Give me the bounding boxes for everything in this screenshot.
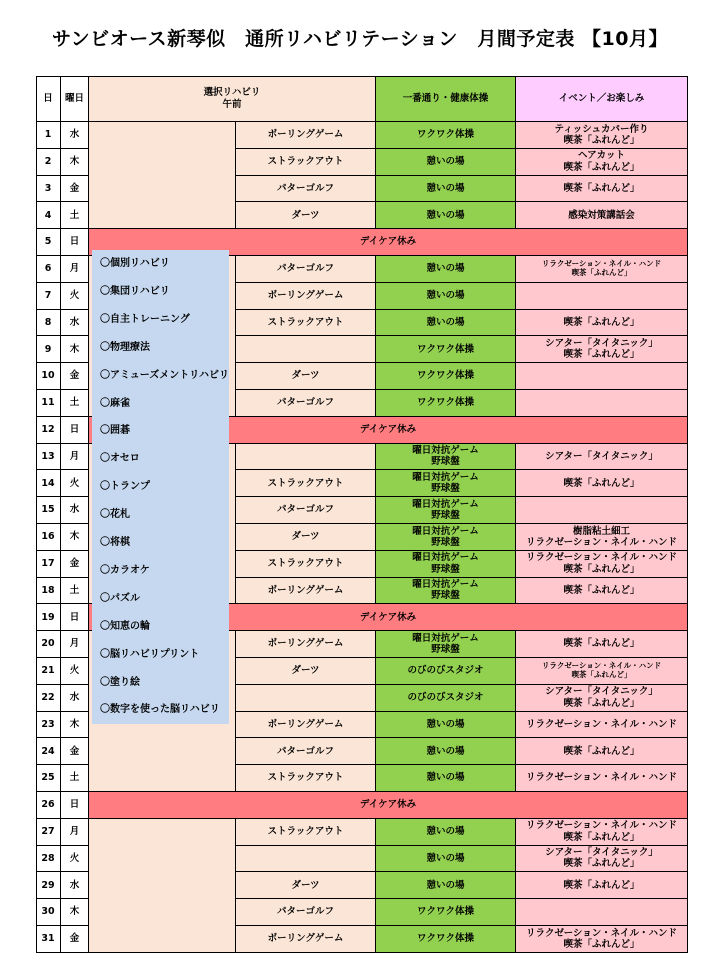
program-cell: 曜日対抗ゲーム 野球盤 [376,631,516,658]
event-cell: 喫茶「ふれんど」 [516,631,688,658]
event-cell: リラクゼーション・ネイル・ハンド 喫茶「ふれんど」 [516,658,688,685]
weekday: 金 [61,363,89,390]
weekday: 月 [61,631,89,658]
activity-cell: ボーリングゲーム [236,283,376,310]
program-cell: 曜日対抗ゲーム 野球盤 [376,551,516,578]
rehab-option: 〇トランプ [100,481,150,493]
weekday: 月 [61,256,89,283]
program-cell: 憩いの場 [376,738,516,765]
activity-cell: パターゴルフ [236,738,376,765]
weekday: 水 [61,122,89,149]
weekday: 日 [61,792,89,819]
activity-cell: ボーリングゲーム [236,578,376,605]
activity-cell: ダーツ [236,658,376,685]
program-cell: のびのびスタジオ [376,658,516,685]
day-number: 9 [36,336,61,363]
event-cell: リラクゼーション・ネイル・ハンド 喫茶「ふれんど」 [516,256,688,283]
weekday: 日 [61,417,89,444]
day-number: 27 [36,819,61,846]
event-cell: ヘアカット 喫茶「ふれんど」 [516,149,688,176]
activity-cell: ボーリングゲーム [236,926,376,953]
program-cell: ワクワク体操 [376,899,516,926]
program-cell: 憩いの場 [376,256,516,283]
rehab-options-panel [92,250,229,724]
rehab-option: 〇将棋 [100,537,130,548]
event-cell: シアター「タイタニック」 [516,444,688,471]
day-number: 31 [36,926,61,953]
day-number: 3 [36,176,61,203]
day-number: 1 [36,122,61,149]
event-cell: 喫茶「ふれんど」 [516,872,688,899]
day-number: 14 [36,470,61,497]
day-number: 24 [36,738,61,765]
event-cell: シアター「タイタニック」 喫茶「ふれんど」 [516,685,688,712]
rehab-option: 〇パズル [100,592,140,604]
weekday: 火 [61,846,89,873]
weekday: 木 [61,712,89,739]
weekday: 水 [61,872,89,899]
program-cell: 憩いの場 [376,176,516,203]
program-cell: のびのびスタジオ [376,685,516,712]
day-number: 17 [36,551,61,578]
rehab-option: 〇オセロ [100,453,140,465]
activity-cell: ダーツ [236,872,376,899]
day-number: 25 [36,765,61,792]
rehab-option: 〇集団リハビリ [100,285,170,297]
program-cell: 曜日対抗ゲーム 野球盤 [376,497,516,524]
day-number: 5 [36,229,61,256]
activity-cell: ダーツ [236,524,376,551]
activity-cell: パターゴルフ [236,256,376,283]
weekday: 金 [61,926,89,953]
closed-banner: デイケア休み [89,792,688,819]
day-number: 29 [36,872,61,899]
rehab-option: 〇知恵の輪 [100,620,150,632]
activity-cell: ストラックアウト [236,470,376,497]
weekday: 火 [61,283,89,310]
day-number: 2 [36,149,61,176]
weekday: 火 [61,470,89,497]
activity-cell: ストラックアウト [236,819,376,846]
program-cell: 曜日対抗ゲーム 野球盤 [376,578,516,605]
weekday: 水 [61,497,89,524]
rehab-option: 〇アミューズメントリハビリ [100,369,229,381]
event-cell: 感染対策講話会 [516,202,688,229]
event-cell: シアター「タイタニック」 喫茶「ふれんど」 [516,846,688,873]
rehab-option: 〇物理療法 [100,341,150,353]
program-cell: 憩いの場 [376,202,516,229]
rehab-option: 〇麻雀 [100,397,130,409]
day-number: 20 [36,631,61,658]
program-cell: ワクワク体操 [376,336,516,363]
closed-banner: デイケア休み [89,604,688,631]
day-number: 21 [36,658,61,685]
weekday: 木 [61,524,89,551]
activity-cell: パターゴルフ [236,497,376,524]
day-number: 11 [36,390,61,417]
day-number: 4 [36,202,61,229]
program-cell: 憩いの場 [376,819,516,846]
event-cell: 樹脂粘土細工 リラクゼーション・ネイル・ハンド [516,524,688,551]
weekday: 金 [61,738,89,765]
activity-cell: ストラックアウト [236,149,376,176]
rehab-option: 〇脳リハビリプリント [100,648,200,660]
rehab-option: 〇囲碁 [100,425,130,437]
weekday: 土 [61,578,89,605]
day-number: 23 [36,712,61,739]
event-cell: 喫茶「ふれんど」 [516,310,688,337]
activity-cell: ボーリングゲーム [236,122,376,149]
program-cell: 憩いの場 [376,149,516,176]
rehab-option: 〇自主トレーニング [100,313,190,325]
day-number: 7 [36,283,61,310]
activity-cell: ボーリングゲーム [236,631,376,658]
activity-cell: ダーツ [236,363,376,390]
program-cell: ワクワク体操 [376,122,516,149]
event-cell: リラクゼーション・ネイル・ハンド 喫茶「ふれんど」 [516,551,688,578]
header-day: 日 [36,76,61,122]
day-number: 6 [36,256,61,283]
day-number: 13 [36,444,61,471]
day-number: 16 [36,524,61,551]
day-number: 15 [36,497,61,524]
day-number: 10 [36,363,61,390]
day-number: 18 [36,578,61,605]
rehab-option: 〇カラオケ [100,564,150,576]
rehab-option: 〇塗り絵 [100,676,140,688]
program-cell: 憩いの場 [376,712,516,739]
day-number: 12 [36,417,61,444]
program-cell: 曜日対抗ゲーム 野球盤 [376,444,516,471]
program-cell: 憩いの場 [376,846,516,873]
activity-cell: ストラックアウト [236,310,376,337]
activity-cell: ストラックアウト [236,765,376,792]
activity-cell: ストラックアウト [236,551,376,578]
day-number: 28 [36,846,61,873]
weekday: 水 [61,310,89,337]
day-number: 22 [36,685,61,712]
activity-cell: パターゴルフ [236,899,376,926]
program-cell: 曜日対抗ゲーム 野球盤 [376,470,516,497]
weekday: 土 [61,390,89,417]
activity-cell: ボーリングゲーム [236,712,376,739]
program-cell: ワクワク体操 [376,390,516,417]
event-cell: リラクゼーション・ネイル・ハンド [516,712,688,739]
schedule-table [36,76,688,952]
weekday: 月 [61,444,89,471]
program-cell: 曜日対抗ゲーム 野球盤 [376,524,516,551]
day-number: 30 [36,899,61,926]
rehab-option: 〇花札 [100,509,130,521]
rehab-option: 〇数字を使った脳リハビリ [100,704,220,716]
header-weekday: 曜日 [61,76,89,122]
weekday: 木 [61,149,89,176]
closed-banner: デイケア休み [89,417,688,444]
program-cell: ワクワク体操 [376,363,516,390]
activity-cell: パターゴルフ [236,390,376,417]
header-program: 一番通り・健康体操 [376,76,516,122]
weekday: 日 [61,229,89,256]
event-cell: リラクゼーション・ネイル・ハンド 喫茶「ふれんど」 [516,926,688,953]
event-cell: シアター「タイタニック」 喫茶「ふれんど」 [516,336,688,363]
header-event: イベント／お楽しみ [516,76,688,122]
event-cell: 喫茶「ふれんど」 [516,176,688,203]
program-cell: 憩いの場 [376,872,516,899]
header-morning-rehab: 選択リハビリ 午前 [89,76,376,122]
event-cell: リラクゼーション・ネイル・ハンド [516,765,688,792]
day-number: 26 [36,792,61,819]
event-cell: 喫茶「ふれんど」 [516,578,688,605]
program-cell: 憩いの場 [376,310,516,337]
weekday: 火 [61,658,89,685]
event-cell: 喫茶「ふれんど」 [516,470,688,497]
day-number: 8 [36,310,61,337]
closed-banner: デイケア休み [89,229,688,256]
weekday: 金 [61,551,89,578]
program-cell: 憩いの場 [376,765,516,792]
weekday: 月 [61,819,89,846]
weekday: 日 [61,604,89,631]
program-cell: 憩いの場 [376,283,516,310]
weekday: 木 [61,899,89,926]
page-title: サンビオース新琴似 通所リハビリテーション 月間予定表 【10月】 [52,28,668,50]
weekday: 木 [61,336,89,363]
activity-cell: パターゴルフ [236,176,376,203]
activity-cell: ダーツ [236,202,376,229]
program-cell: ワクワク体操 [376,926,516,953]
event-cell: ティッシュカバー作り 喫茶「ふれんど」 [516,122,688,149]
weekday: 金 [61,176,89,203]
weekday: 土 [61,202,89,229]
weekday: 水 [61,685,89,712]
rehab-option: 〇個別リハビリ [100,258,170,269]
event-cell: リラクゼーション・ネイル・ハンド 喫茶「ふれんど」 [516,819,688,846]
event-cell: 喫茶「ふれんど」 [516,738,688,765]
weekday: 土 [61,765,89,792]
day-number: 19 [36,604,61,631]
